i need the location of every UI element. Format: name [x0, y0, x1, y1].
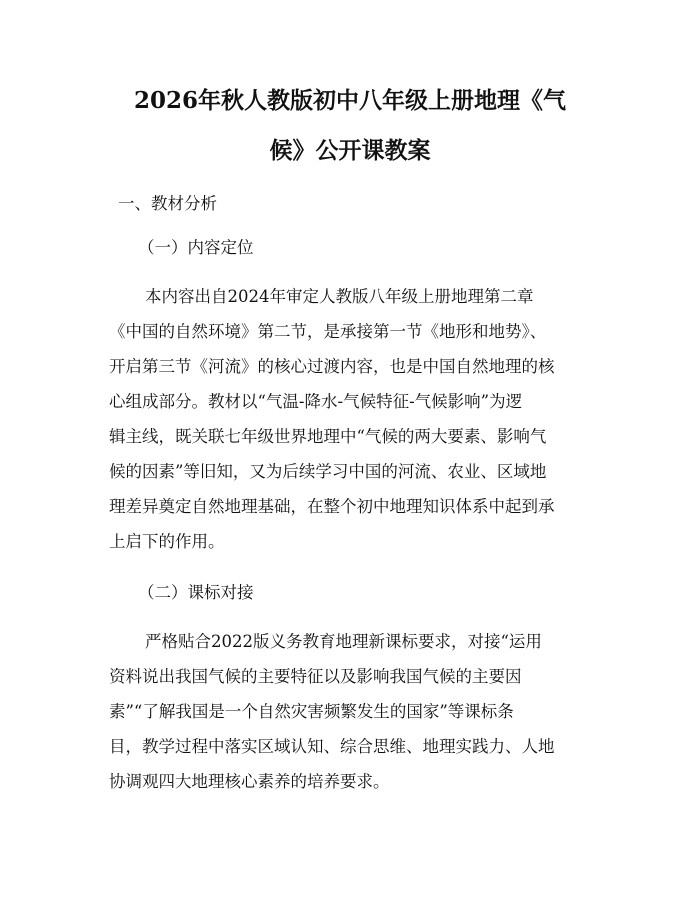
paragraph-line: 素”“了解我国是一个自然灾害频繁发生的国家”等课标条	[109, 702, 514, 721]
paragraph-line: 协调观四大地理核心素养的培养要求。	[109, 772, 390, 791]
document-title-line-1: 2026年秋人教版初中八年级上册地理《气	[133, 87, 566, 114]
paragraph-line: 《中国的自然环境》第二节，是承接第一节《地形和地势》、	[109, 322, 547, 341]
subsection-heading-content-positioning: （一）内容定位	[138, 238, 254, 257]
paragraph-line: 本内容出自2024年审定人教版八年级上册地理第二章	[145, 287, 534, 306]
paragraph-line: 严格贴合2022版义务教育地理新课标要求，对接“运用	[145, 632, 542, 651]
paragraph-line: 辑主线，既关联七年级世界地理中“气候的两大要素、影响气	[109, 427, 547, 446]
paragraph-line: 上启下的作用。	[109, 532, 225, 551]
paragraph-line: 开启第三节《河流》的核心过渡内容，也是中国自然地理的核	[109, 357, 555, 376]
paragraph-line: 候的因素”等旧知，又为后续学习中国的河流、农业、区域地	[109, 462, 547, 481]
paragraph-line: 理差异奠定自然地理基础，在整个初中地理知识体系中起到承	[109, 497, 555, 516]
paragraph-line: 目，教学过程中落实区域认知、综合思维、地理实践力、人地	[109, 737, 555, 756]
paragraph-line: 心组成部分。教材以“气温-降水-气候特征-气候影响”为逻	[109, 392, 523, 411]
subsection-heading-curriculum-alignment: （二）课标对接	[138, 583, 254, 602]
paragraph-line: 资料说出我国气候的主要特征以及影响我国气候的主要因	[109, 667, 522, 686]
document-title-line-2: 候》公开课教案	[269, 137, 431, 164]
section-heading-textbook-analysis: 一、教材分析	[118, 194, 217, 213]
